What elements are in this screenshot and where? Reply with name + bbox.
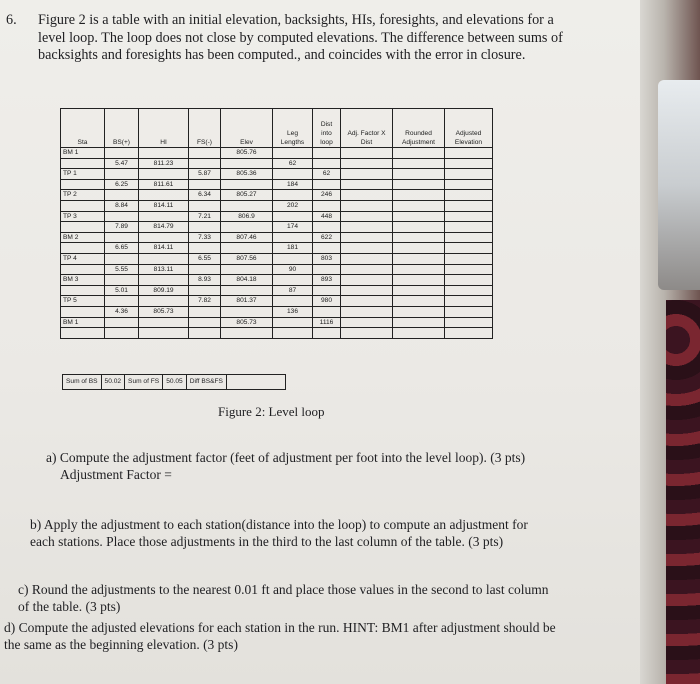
table-cell xyxy=(341,328,393,339)
table-cell: 6.34 xyxy=(189,190,221,201)
table-cell xyxy=(341,253,393,264)
table-cell xyxy=(61,158,105,169)
table-cell xyxy=(273,317,313,328)
table-cell xyxy=(221,179,273,190)
question-c: c) Round the adjustments to the nearest 0.01 ft and place those values in the second to last column of the table. (3 pts) xyxy=(18,582,549,614)
background-object xyxy=(658,80,700,290)
table-cell xyxy=(341,158,393,169)
table-row xyxy=(61,222,493,233)
table-row xyxy=(61,253,493,264)
table-cell xyxy=(273,211,313,222)
table-cell xyxy=(393,243,445,254)
table-cell xyxy=(105,317,139,328)
table-cell: 803 xyxy=(313,253,341,264)
table-row xyxy=(61,328,493,339)
table-cell xyxy=(341,275,393,286)
question-d: d) Compute the adjusted elevations for each station in the run. HINT: BM1 after adjustment should be the same as the beginning elevation. (3 pts) xyxy=(4,620,556,652)
table-cell xyxy=(189,243,221,254)
table-cell xyxy=(341,211,393,222)
table-cell: 136 xyxy=(273,306,313,317)
table-cell: 8.93 xyxy=(189,275,221,286)
table-cell: 62 xyxy=(313,169,341,180)
table-cell xyxy=(393,148,445,159)
table-cell xyxy=(105,232,139,243)
table-cell xyxy=(221,264,273,275)
table-cell: 805.73 xyxy=(221,317,273,328)
table-cell xyxy=(445,200,493,211)
table-cell xyxy=(393,264,445,275)
table-cell: 801.37 xyxy=(221,296,273,307)
level-loop-table xyxy=(60,108,493,339)
table-cell: 5.55 xyxy=(105,264,139,275)
table-cell xyxy=(393,328,445,339)
table-cell: 5.47 xyxy=(105,158,139,169)
table-cell xyxy=(393,158,445,169)
adjustment-factor-label: Adjustment Factor = xyxy=(60,466,172,482)
table-cell xyxy=(445,158,493,169)
table-cell xyxy=(313,306,341,317)
column-header: Dist into loop xyxy=(313,109,341,148)
table-cell: 87 xyxy=(273,285,313,296)
table-cell xyxy=(139,190,189,201)
table-cell: 62 xyxy=(273,158,313,169)
table-cell xyxy=(341,169,393,180)
table-cell: 805.76 xyxy=(221,148,273,159)
column-header: FS(-) xyxy=(189,109,221,148)
table-cell xyxy=(341,296,393,307)
table-cell xyxy=(189,158,221,169)
table-cell xyxy=(393,211,445,222)
table-cell xyxy=(393,296,445,307)
table-cell xyxy=(139,169,189,180)
table-row xyxy=(61,243,493,254)
sum-fs-label: Sum of FS xyxy=(124,374,163,390)
table-cell: 806.9 xyxy=(221,211,273,222)
table-cell xyxy=(105,296,139,307)
table-cell xyxy=(139,211,189,222)
table-cell xyxy=(341,285,393,296)
table-cell xyxy=(105,190,139,201)
table-cell: 622 xyxy=(313,232,341,243)
table-cell xyxy=(393,285,445,296)
table-cell xyxy=(221,200,273,211)
table-cell: 809.19 xyxy=(139,285,189,296)
table-cell xyxy=(445,328,493,339)
table-cell xyxy=(139,148,189,159)
table-cell xyxy=(105,328,139,339)
table-cell xyxy=(445,169,493,180)
table-cell: 811.61 xyxy=(139,179,189,190)
table-cell xyxy=(273,253,313,264)
table-cell xyxy=(139,328,189,339)
table-cell xyxy=(273,190,313,201)
table-cell xyxy=(189,200,221,211)
table-cell xyxy=(313,222,341,233)
table-cell: BM 1 xyxy=(61,148,105,159)
table-row xyxy=(61,264,493,275)
table-cell xyxy=(61,328,105,339)
table-cell xyxy=(313,179,341,190)
sum-bs-label: Sum of BS xyxy=(62,374,102,390)
table-cell: 6.25 xyxy=(105,179,139,190)
table-cell xyxy=(341,232,393,243)
question-6 xyxy=(6,12,566,65)
table-cell xyxy=(445,179,493,190)
table-cell: 814.79 xyxy=(139,222,189,233)
column-header: Elev xyxy=(221,109,273,148)
table-cell xyxy=(139,232,189,243)
table-cell: 6.65 xyxy=(105,243,139,254)
table-cell xyxy=(313,158,341,169)
sums-row xyxy=(62,374,285,390)
table-cell xyxy=(273,232,313,243)
table-cell xyxy=(393,232,445,243)
table-cell xyxy=(313,243,341,254)
table-cell xyxy=(273,148,313,159)
table-cell: 805.36 xyxy=(221,169,273,180)
table-cell: TP 1 xyxy=(61,169,105,180)
table-row xyxy=(61,190,493,201)
table-header-row xyxy=(61,109,493,148)
table-cell: 814.11 xyxy=(139,200,189,211)
diff-label: Diff BS&FS xyxy=(186,374,227,390)
background-fabric xyxy=(666,300,700,684)
table-cell xyxy=(189,285,221,296)
table-cell xyxy=(105,211,139,222)
table-cell xyxy=(189,222,221,233)
table-cell xyxy=(393,317,445,328)
table-cell xyxy=(221,285,273,296)
table-cell xyxy=(61,243,105,254)
table-cell xyxy=(105,275,139,286)
table-cell xyxy=(139,317,189,328)
table-cell xyxy=(341,243,393,254)
table-cell: 174 xyxy=(273,222,313,233)
table-cell: TP 5 xyxy=(61,296,105,307)
table-cell xyxy=(445,317,493,328)
column-header: HI xyxy=(139,109,189,148)
table-cell: TP 3 xyxy=(61,211,105,222)
table-cell xyxy=(221,328,273,339)
table-cell xyxy=(445,253,493,264)
table-cell xyxy=(445,190,493,201)
table-row xyxy=(61,179,493,190)
table-cell: BM 1 xyxy=(61,317,105,328)
table-cell xyxy=(61,306,105,317)
table-cell xyxy=(273,328,313,339)
table-cell xyxy=(189,328,221,339)
sum-fs-value: 50.05 xyxy=(162,374,187,390)
diff-value-blank xyxy=(226,374,286,390)
table-cell: 5.01 xyxy=(105,285,139,296)
table-cell: 448 xyxy=(313,211,341,222)
table-cell xyxy=(393,222,445,233)
table-cell xyxy=(341,190,393,201)
table-cell xyxy=(221,243,273,254)
table-row xyxy=(61,158,493,169)
table-cell xyxy=(445,306,493,317)
table-cell xyxy=(341,179,393,190)
table-row xyxy=(61,296,493,307)
table-cell xyxy=(61,179,105,190)
sum-bs-value: 50.02 xyxy=(101,374,126,390)
question-number: 6. xyxy=(6,12,17,28)
table-cell: TP 4 xyxy=(61,253,105,264)
table-cell xyxy=(445,296,493,307)
table-cell xyxy=(445,285,493,296)
table-cell xyxy=(341,148,393,159)
table-cell: 90 xyxy=(273,264,313,275)
table-cell: BM 3 xyxy=(61,275,105,286)
table-cell: 7.33 xyxy=(189,232,221,243)
table-cell: 805.73 xyxy=(139,306,189,317)
table-cell: 8.84 xyxy=(105,200,139,211)
table-cell xyxy=(189,264,221,275)
table-cell xyxy=(221,306,273,317)
table-cell xyxy=(445,148,493,159)
table-row xyxy=(61,200,493,211)
table-cell xyxy=(189,148,221,159)
table-row xyxy=(61,285,493,296)
table-row xyxy=(61,148,493,159)
table-cell: 7.82 xyxy=(189,296,221,307)
table-cell xyxy=(105,253,139,264)
table-cell: 805.27 xyxy=(221,190,273,201)
table-cell: 184 xyxy=(273,179,313,190)
table-cell xyxy=(341,317,393,328)
table-cell: 246 xyxy=(313,190,341,201)
table-cell xyxy=(393,190,445,201)
table-cell xyxy=(189,179,221,190)
table-row xyxy=(61,211,493,222)
column-header: BS(+) xyxy=(105,109,139,148)
table-cell: 814.11 xyxy=(139,243,189,254)
level-loop-table-wrapper xyxy=(60,108,492,339)
table-cell: 811.23 xyxy=(139,158,189,169)
table-cell xyxy=(61,222,105,233)
table-cell xyxy=(445,222,493,233)
table-cell xyxy=(313,148,341,159)
table-row xyxy=(61,232,493,243)
question-a-text: a) Compute the adjustment factor (feet of adjustment per foot into the level loop). (3 pts) xyxy=(46,450,526,465)
table-cell xyxy=(221,158,273,169)
table-cell xyxy=(341,222,393,233)
table-cell xyxy=(313,285,341,296)
table-cell xyxy=(139,253,189,264)
question-b: b) Apply the adjustment to each station(distance into the loop) to compute an adjustment for each stations. Place those adjustments in the third to the last column of the table. (3 pts) xyxy=(30,517,528,549)
table-cell xyxy=(61,285,105,296)
table-cell xyxy=(189,306,221,317)
table-row xyxy=(61,306,493,317)
table-cell: 7.89 xyxy=(105,222,139,233)
table-cell xyxy=(393,169,445,180)
table-cell: 1116 xyxy=(313,317,341,328)
table-cell xyxy=(341,264,393,275)
table-row xyxy=(61,275,493,286)
table-cell xyxy=(139,275,189,286)
table-cell xyxy=(445,211,493,222)
table-cell: 807.56 xyxy=(221,253,273,264)
table-cell: 6.55 xyxy=(189,253,221,264)
table-row xyxy=(61,169,493,180)
table-cell xyxy=(445,264,493,275)
table-cell xyxy=(61,264,105,275)
column-header: Adj. Factor X Dist xyxy=(341,109,393,148)
table-cell xyxy=(393,275,445,286)
background-edge xyxy=(640,0,700,684)
question-a xyxy=(46,450,556,483)
table-cell xyxy=(341,306,393,317)
table-cell xyxy=(393,200,445,211)
column-header: Adjusted Elevation xyxy=(445,109,493,148)
table-body xyxy=(61,148,493,339)
table-cell xyxy=(273,296,313,307)
table-cell: 181 xyxy=(273,243,313,254)
column-header: Rounded Adjustment xyxy=(393,109,445,148)
table-cell xyxy=(445,243,493,254)
table-cell xyxy=(105,148,139,159)
table-cell xyxy=(189,317,221,328)
table-cell: 202 xyxy=(273,200,313,211)
table-cell: 980 xyxy=(313,296,341,307)
table-cell: TP 2 xyxy=(61,190,105,201)
table-cell xyxy=(445,275,493,286)
table-cell xyxy=(313,200,341,211)
table-cell xyxy=(393,306,445,317)
table-cell xyxy=(393,253,445,264)
table-cell: 4.36 xyxy=(105,306,139,317)
table-cell: BM 2 xyxy=(61,232,105,243)
table-cell xyxy=(445,232,493,243)
table-cell xyxy=(139,296,189,307)
table-cell: 813.11 xyxy=(139,264,189,275)
table-cell: 807.46 xyxy=(221,232,273,243)
figure-caption: Figure 2: Level loop xyxy=(218,404,325,419)
table-cell: 893 xyxy=(313,275,341,286)
table-cell: 7.21 xyxy=(189,211,221,222)
column-header: Sta xyxy=(61,109,105,148)
table-cell xyxy=(273,275,313,286)
table-cell: 804.18 xyxy=(221,275,273,286)
column-header: Leg Lengths xyxy=(273,109,313,148)
table-cell xyxy=(221,222,273,233)
table-cell xyxy=(61,200,105,211)
table-row xyxy=(61,317,493,328)
table-cell xyxy=(313,264,341,275)
table-cell: 5.87 xyxy=(189,169,221,180)
table-cell xyxy=(341,200,393,211)
question-6-text: Figure 2 is a table with an initial elevation, backsights, HIs, foresights, and elevations for a level loop. The loop does not close by computed elevations. The difference between sums of backsights and foresights has been computed., and coincides with the error in closure. xyxy=(38,12,563,63)
table-cell xyxy=(105,169,139,180)
table-cell xyxy=(273,169,313,180)
table-cell xyxy=(393,179,445,190)
table-cell xyxy=(313,328,341,339)
